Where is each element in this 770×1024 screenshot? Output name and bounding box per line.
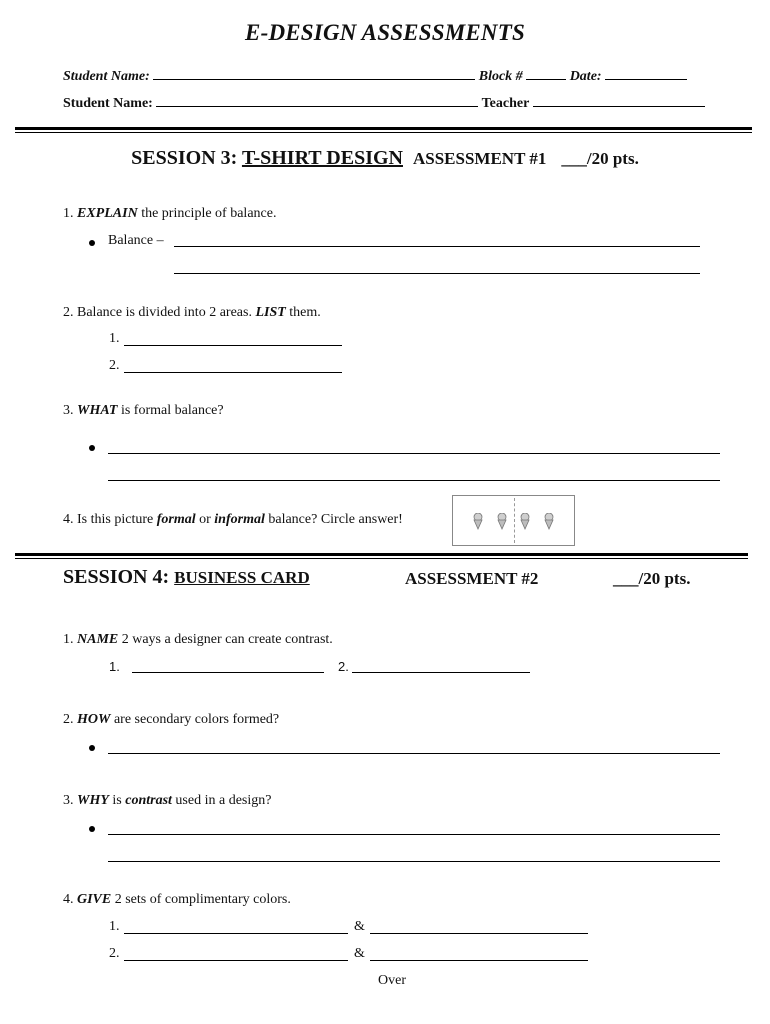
s3-q1-keyword: EXPLAIN	[77, 206, 138, 221]
s4-question-2	[63, 712, 279, 728]
s4-q3-answer-line-1[interactable]	[108, 834, 720, 835]
s4-question-3	[63, 793, 271, 809]
block-label: Block #	[478, 69, 523, 84]
s4-question-1	[63, 632, 333, 648]
s4-q1-text: 2 ways a designer can create contrast.	[121, 632, 333, 647]
s3-q3-text: is formal balance?	[120, 403, 224, 418]
s4-q3-is: is	[112, 793, 122, 808]
s3-question-1	[63, 206, 276, 222]
date-field[interactable]	[605, 67, 687, 80]
header-row-1	[63, 67, 687, 85]
s3-q4-text-end: balance? Circle answer!	[268, 512, 403, 527]
header-divider-thin	[15, 132, 752, 133]
s3-q2-text: 2. Balance is divided into 2 areas.	[63, 305, 252, 320]
s3-question-4	[63, 512, 403, 528]
balance-picture	[452, 495, 575, 546]
s4-q4-number: 4.	[63, 892, 74, 907]
header-divider-thick	[15, 127, 752, 130]
s4-q1-answer-line-1[interactable]	[132, 672, 324, 673]
s4-q2-number: 2.	[63, 712, 74, 727]
session-divider-thin	[15, 558, 748, 559]
s4-q3-contrast: contrast	[125, 793, 172, 808]
student-name-label-2: Student Name:	[63, 96, 153, 111]
s4-q4-answer-line-2b[interactable]	[370, 960, 588, 961]
s4-q1-keyword: NAME	[77, 632, 119, 647]
s4-q1-item-2-label: 2.	[338, 659, 349, 674]
session4-topic: BUSINESS CARD	[174, 568, 310, 587]
session3-topic: T-SHIRT DESIGN	[241, 147, 403, 169]
s3-q2-text-end: them.	[289, 305, 321, 320]
page-title: E-DESIGN ASSESSMENTS	[245, 20, 525, 45]
s3-q4-informal-option[interactable]: informal	[214, 512, 265, 527]
ice-cream-cone-icon	[473, 513, 483, 530]
session3-heading	[0, 147, 770, 170]
s4-q4-answer-line-2a[interactable]	[124, 960, 348, 961]
teacher-label: Teacher	[481, 96, 530, 111]
teacher-field[interactable]	[533, 94, 705, 107]
session4-points: ___/20 pts.	[613, 569, 691, 588]
s3-q4-or: or	[199, 512, 211, 527]
s3-q2-item-2-label: 2.	[109, 358, 120, 373]
s4-q4-answer-line-1a[interactable]	[124, 933, 348, 934]
s4-q4-keyword: GIVE	[77, 892, 112, 907]
s3-q1-answer-line-2[interactable]	[174, 273, 700, 274]
s4-q4-answer-line-1b[interactable]	[370, 933, 588, 934]
s4-q3-number: 3.	[63, 793, 74, 808]
session4-heading	[63, 566, 310, 589]
footer-over: Over	[378, 973, 406, 988]
s3-q1-answer-line-1[interactable]	[174, 246, 700, 247]
s4-q1-answer-line-2[interactable]	[352, 672, 530, 673]
s3-q2-keyword: LIST	[255, 305, 286, 320]
ampersand: &	[354, 946, 365, 961]
s3-q1-bullet-label: Balance –	[108, 233, 164, 248]
s4-q4-text: 2 sets of complimentary colors.	[114, 892, 291, 907]
s3-q2-answer-line-2[interactable]	[124, 372, 342, 373]
header-row-2	[63, 94, 705, 112]
session-divider-thick	[15, 553, 748, 556]
ampersand: &	[354, 919, 365, 934]
s4-q3-answer-line-2[interactable]	[108, 861, 720, 862]
bullet-icon	[89, 240, 95, 246]
s4-q2-text: are secondary colors formed?	[113, 712, 280, 727]
bullet-icon	[89, 826, 95, 832]
ice-cream-cone-icon	[497, 513, 507, 530]
s3-question-2	[63, 305, 321, 321]
bullet-icon	[89, 445, 95, 451]
s3-q2-item-1-label: 1.	[109, 331, 120, 346]
s3-question-3	[63, 403, 224, 419]
s3-q3-number: 3.	[63, 403, 74, 418]
s4-q1-number: 1.	[63, 632, 74, 647]
s3-q4-formal-option[interactable]: formal	[156, 512, 196, 527]
s4-q4-item-2-label: 2.	[109, 946, 120, 961]
s4-q2-keyword: HOW	[77, 712, 111, 727]
student-name-field-2[interactable]	[156, 94, 478, 107]
session4-assessment: ASSESSMENT #2	[405, 569, 539, 588]
s3-q4-text: 4. Is this picture	[63, 512, 154, 527]
s3-q1-number: 1.	[63, 206, 74, 221]
s4-question-4	[63, 892, 291, 908]
s4-q3-keyword: WHY	[77, 793, 109, 808]
student-name-field-1[interactable]	[153, 67, 475, 80]
session4-prefix: SESSION 4:	[63, 566, 170, 588]
session3-points: ___/20 pts.	[561, 149, 639, 168]
session3-assessment: ASSESSMENT #1	[412, 149, 547, 168]
picture-center-line	[514, 498, 515, 543]
s3-q3-keyword: WHAT	[77, 403, 118, 418]
s3-q2-answer-line-1[interactable]	[124, 345, 342, 346]
student-name-label-1: Student Name:	[63, 69, 150, 84]
s4-q2-answer-line[interactable]	[108, 753, 720, 754]
s4-q1-item-1-label: 1.	[109, 659, 120, 674]
s3-q3-answer-line-1[interactable]	[108, 453, 720, 454]
s4-q3-text: used in a design?	[175, 793, 272, 808]
session3-prefix: SESSION 3:	[131, 147, 238, 169]
s4-q4-item-1-label: 1.	[109, 919, 120, 934]
s3-q3-answer-line-2[interactable]	[108, 480, 720, 481]
ice-cream-cone-icon	[520, 513, 530, 530]
ice-cream-cone-icon	[544, 513, 554, 530]
block-field[interactable]	[526, 67, 566, 80]
bullet-icon	[89, 745, 95, 751]
date-label: Date:	[569, 69, 602, 84]
s3-q1-text: the principle of balance.	[141, 206, 277, 221]
